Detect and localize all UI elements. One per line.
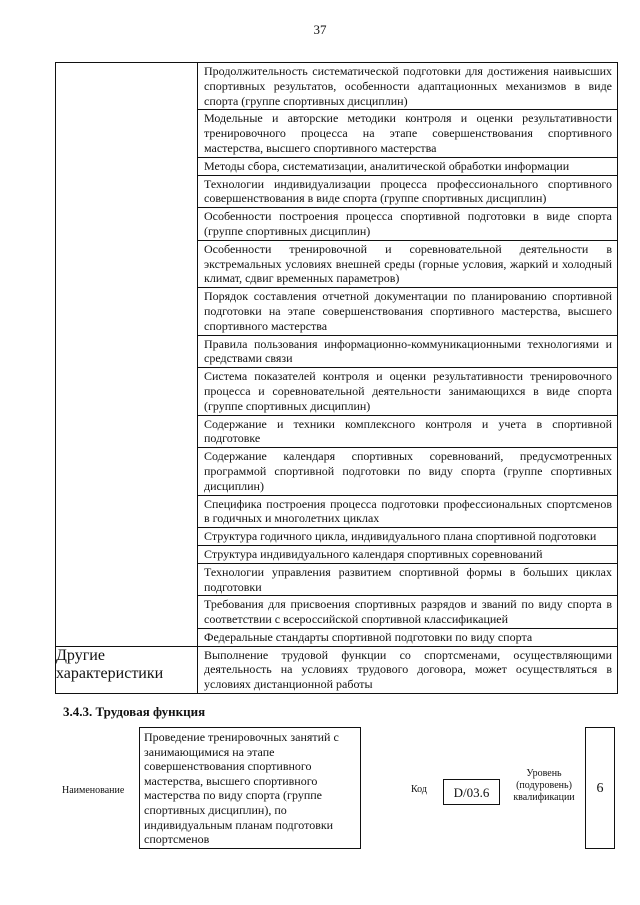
function-level-box	[585, 727, 615, 849]
right-cell	[198, 157, 618, 175]
requirement-text: Методы сбора, систематизации, аналитической обработки информации	[204, 158, 570, 173]
requirement-text: Требования для присвоения спортивных разрядов и званий по виду спорта в соответствии с всероссийской спортивной классификацией	[204, 597, 612, 627]
right-cell	[198, 368, 618, 415]
table-row	[56, 646, 618, 693]
requirement-text: Система показателей контроля и оценки результативности тренировочного процесса и соревновательной деятельности занимающихся в виде спорта (группе спортивных дисциплин)	[204, 369, 612, 413]
requirement-text: Особенности построения процесса спортивной подготовки в виде спорта (группе спортивных дисциплин)	[204, 209, 612, 238]
right-cell	[198, 495, 618, 528]
requirement-text: Порядок составления отчетной документации по планированию спортивной подготовки на этапе совершенствования спортивного мастерства, высшего спортивного мастерства	[204, 289, 612, 333]
right-cell	[198, 110, 618, 157]
knowledge-table	[55, 62, 618, 694]
requirement-text: Структура годичного цикла, индивидуального плана спортивной подготовки	[204, 529, 597, 544]
table-row	[56, 63, 618, 110]
requirement-text: Специфика построения процесса подготовки профессиональных спортсменов в годичных и многолетних циклах	[204, 496, 612, 526]
requirement-text: Особенности тренировочной и соревновательной деятельности в экстремальных условиях внешней среды (горные условия, жаркий и холодный климат, сдвиг временных параметров)	[204, 241, 612, 286]
requirement-text: Структура индивидуального календаря спортивных соревнований	[204, 546, 543, 561]
function-code-value: D/03.6	[453, 785, 490, 800]
right-cell	[198, 528, 618, 546]
requirement-text: Продолжительность систематической подготовки для достижения наивысших спортивных результатов, особенности адаптационных механизмов в виде спорта (группе спортивных дисциплин)	[204, 64, 612, 108]
row-label: Другие характеристики	[56, 646, 164, 682]
right-cell	[198, 240, 618, 287]
left-cell	[56, 646, 198, 693]
requirement-text: Выполнение трудовой функции со спортсменами, осуществляющими деятельность на условиях трудового договора, может осуществляться в условиях дистанционной работы	[204, 647, 612, 692]
requirement-text: Правила пользования информационно-коммуникационными технологиями и средствами связи	[204, 336, 612, 366]
right-cell	[198, 175, 618, 208]
right-cell	[198, 63, 618, 110]
code-label: Код	[411, 784, 427, 795]
requirement-text: Модельные и авторские методики контроля и оценки результативности тренировочного процесса на этапе совершенствования спортивного мастерства, высшего спортивного мастерства	[204, 111, 612, 155]
requirement-text: Технологии индивидуализации процесса профессионального спортивного совершенствования в виде спорта (группе спортивных дисциплин)	[204, 176, 612, 206]
right-cell	[198, 563, 618, 596]
function-name-value: Проведение тренировочных занятий с занимающимися на этапе совершенствования спортивного мастерства, высшего спортивного мастерства по виду спорта (группе спортивных дисциплин), по индивидуальным планам подготовки спортсменов	[144, 730, 339, 847]
right-cell	[198, 646, 618, 693]
requirement-text: Содержание календаря спортивных соревнований, предусмотренных программой спортивной подготовки по виду спорта (группе спортивных дисциплин)	[204, 449, 612, 493]
right-cell	[198, 288, 618, 335]
right-cell	[198, 545, 618, 563]
function-code-box	[443, 779, 500, 805]
level-label: Уровень (подуровень) квалификации	[513, 768, 575, 803]
right-cell	[198, 208, 618, 241]
right-cell	[198, 448, 618, 495]
left-cell	[56, 63, 198, 647]
right-cell	[198, 335, 618, 368]
requirement-text: Содержание и техники комплексного контроля и учета в спортивной подготовке	[204, 416, 612, 446]
page-number: 37	[313, 22, 327, 37]
right-cell	[198, 596, 618, 629]
requirement-text: Федеральные стандарты спортивной подготовки по виду спорта	[204, 629, 533, 644]
right-cell	[198, 415, 618, 448]
section-title: 3.4.3. Трудовая функция	[63, 704, 206, 719]
requirement-text: Технологии управления развитием спортивной формы в больших циклах подготовки	[204, 564, 612, 594]
function-level-value: 6	[596, 781, 604, 796]
function-name-box	[139, 727, 361, 849]
right-cell	[198, 628, 618, 646]
name-label: Наименование	[62, 785, 125, 796]
